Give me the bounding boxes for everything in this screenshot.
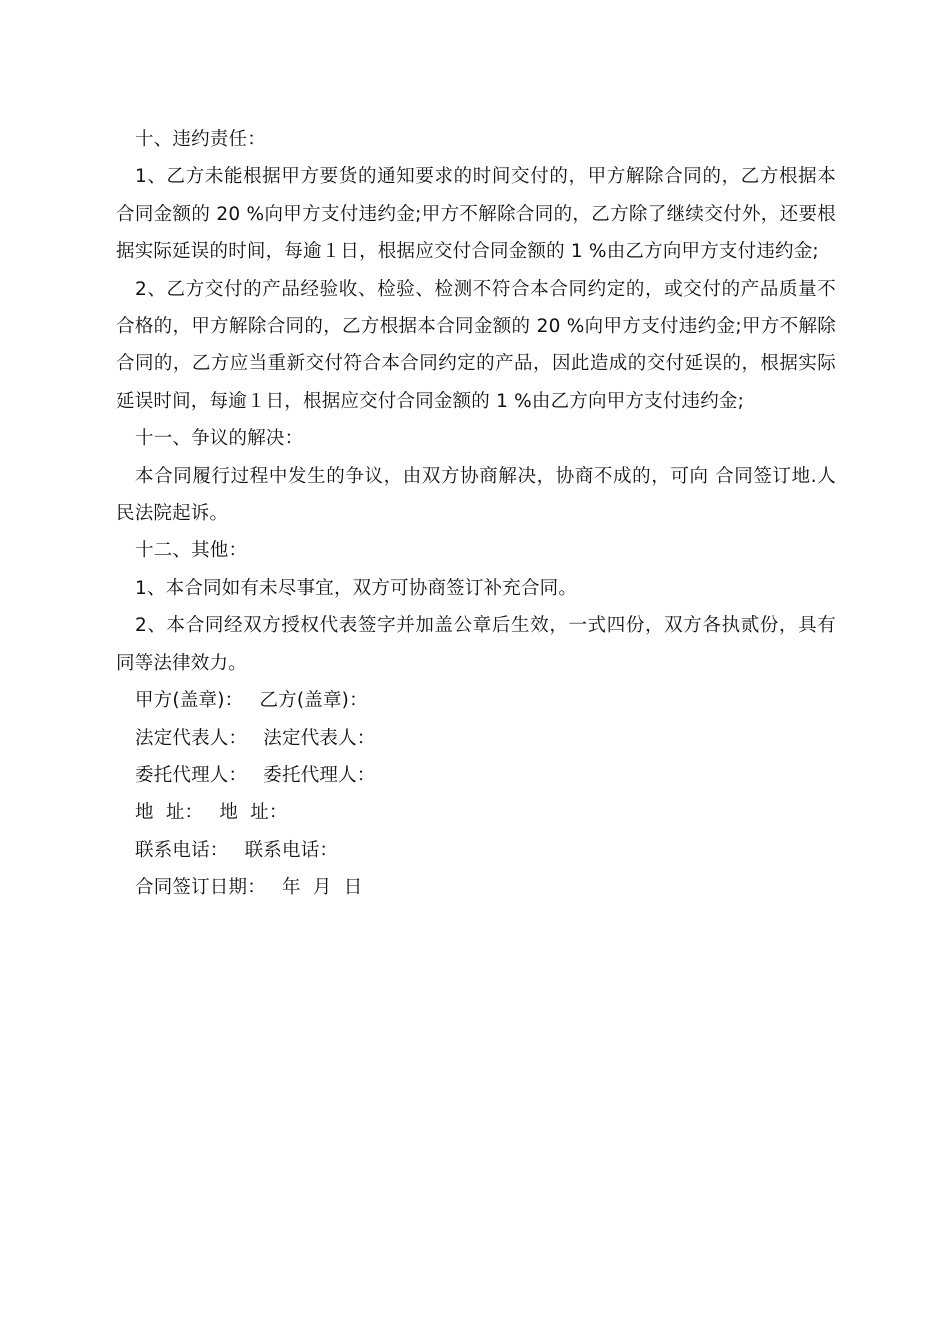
party-b-phone-label: 联系电话：: [244, 839, 339, 861]
party-a-agent-label: 委托代理人：: [135, 764, 248, 786]
signature-representative-row: [116, 720, 836, 757]
party-b-agent-label: 委托代理人：: [263, 764, 376, 786]
other-clause-2: 2、本合同经双方授权代表签字并加盖公章后生效，一式四份，双方各执贰份，具有同等法律效力。: [116, 615, 836, 674]
breach-clause-2: 2、乙方交付的产品经验收、检验、检测不符合本合同约定的，或交付的产品质量不合格的，甲方解除合同的，乙方根据本合同金额的 20 %向甲方支付违约金;甲方不解除合同的，乙方应当重新交付符合本合同约定的产品，因此造成的交付延误的，根据实际延误时间，每逾１日，根据应交付合同金额的 1 %由乙方向甲方支付违约金;: [116, 278, 836, 412]
contract-date-label: 合同签订日期：: [135, 877, 266, 899]
signature-seal-row: [116, 682, 836, 719]
contract-date-value: 年 月 日: [282, 877, 363, 899]
party-b-representative-label: 法定代表人：: [263, 727, 376, 749]
dispute-clause: 本合同履行过程中发生的争议，由双方协商解决，协商不成的，可向 合同签订地.人民法院起诉。: [116, 465, 836, 525]
breach-clause-1: 1、乙方未能根据甲方要货的通知要求的时间交付的，甲方解除合同的，乙方根据本合同金额的 20 %向甲方支付违约金;甲方不解除合同的，乙方除了继续交付外，还要根据实际延误的时间，每逾１日，根据应交付合同金额的 1 %由乙方向甲方支付违约金;: [116, 166, 836, 263]
party-a-representative-label: 法定代表人：: [135, 727, 248, 749]
signature-address-row: [116, 794, 836, 831]
contract-content: [116, 121, 836, 907]
section-heading-other: 十二、其他：: [135, 540, 248, 562]
party-b-address-label: 地 址：: [219, 802, 288, 824]
party-b-seal-label: 乙方(盖章)：: [259, 690, 368, 712]
section-heading-breach: 十、违约责任：: [135, 129, 266, 150]
party-a-address-label: 地 址：: [135, 802, 204, 824]
signature-phone-row: [116, 832, 836, 869]
section-heading-dispute: 十一、争议的解决：: [135, 428, 304, 450]
signature-agent-row: [116, 757, 836, 794]
signature-date-row: [116, 869, 836, 906]
party-a-phone-label: 联系电话：: [135, 839, 229, 861]
party-a-seal-label: 甲方(盖章)：: [135, 690, 244, 712]
other-clause-1: 1、本合同如有未尽事宜，双方可协商签订补充合同。: [135, 577, 578, 599]
